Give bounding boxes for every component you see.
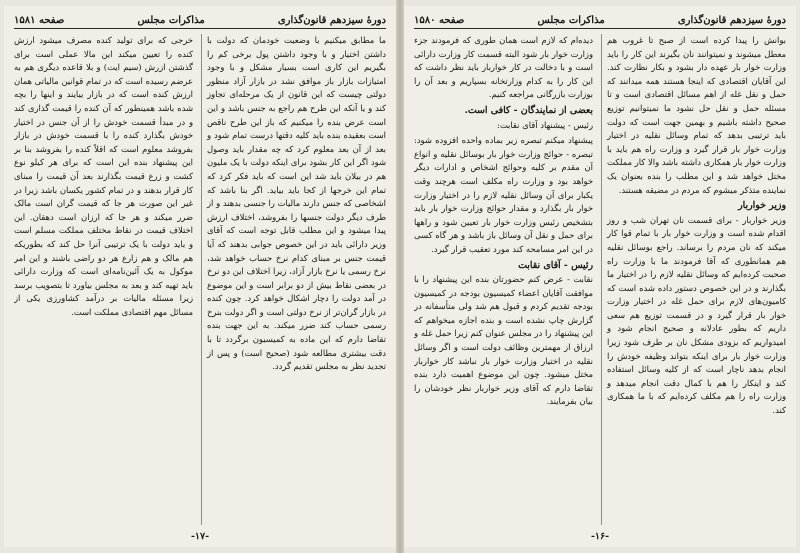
right-page-inner-column: [414, 34, 593, 525]
left-header-title: مذاکرات مجلس: [137, 14, 205, 26]
right-inner-paragraph: دیده‌ام که لازم است همان طوری که فرمودند جزء وزارت خوار بار شود البته قسمت کار وزارت دارائی است و با دخالت در کار خواربار باید نظر داشت که این کار را به کدام وزارتخانه بسپاریم و بعد آن را بوزارت بازرگانی مراجعه کنیم.: [414, 35, 593, 100]
left-page-columns: [14, 34, 386, 525]
right-header-session: دورهٔ سیزدهم قانون‌گذاری: [677, 14, 786, 26]
section-title-speaker-naqabat: رئیس - آقای نقابت: [518, 259, 593, 271]
left-page: [4, 6, 396, 547]
left-page-number: -۱۷-: [190, 531, 210, 542]
right-page: [404, 6, 796, 547]
speaker-paragraph: رئیس - پیشنهاد آقای نقابت:: [497, 119, 593, 130]
right-page-outer-column: [601, 34, 786, 525]
right-header-title: مذاکرات مجلس: [537, 14, 605, 26]
left-page-inner-column: [14, 34, 193, 525]
left-header-page-label: صفحه ۱۵۸۱: [14, 14, 65, 26]
left-page-outer-column: [201, 34, 386, 525]
left-page-header: [14, 12, 386, 29]
right-outer-paragraph: بوانش را پیدا کرده است از صبح تا غروب هم معطل میشوند و نمیتوانند نان بگیرند این کار را باید وزارت خوار بار عهده دار بشود و بکار نظارت کند. این آقایان اقتصادی که اینجا هستند همه میدانند که حمل و نقل غله از اهم مسائل اقتصادی است و تا مسئله حمل و نقل حل نشود ما نمیتوانیم توزیع صحیح داشته باشیم و بهمین جهت است که دولت باید ترتیبی بدهد که تمام وسائل نقلیه در اختیار وزارت خوار بار قرار گیرد و وزارت راه هم باید با وزارت خوار بار همکاری داشته باشد والا کار مملکت مختل خواهد شد و این مطلب را بنده بعنوان یک نماینده متذکر میشوم که مردم در مضیقه هستند.: [607, 35, 786, 195]
proposal-paragraph: پیشنهاد میکنم تبصره زیر بماده واحده افزوده شود: تبصره - حوائج وزارت خوار بار بوسائل نقلیه و انواع آن مقدم بر کلیه وحوائج اشخاص و ادارات دیگر خواهد بود و وزارت راه مکلف است هرچند وقت یکبار برای آن وسائل نقلیه لازم را در اختیار وزارت خوار بار بگذارد و مقدار حوائج وزارت خوار بار باید بتشخیص رئیس وزارت خوار بار تعیین شود و راهها برای حمل و نقل آن وسائل باز باشد و هر گاه کسی در این امر مسامحه کند مورد تعقیب قرار گیرد.: [414, 135, 593, 254]
book-gutter: [396, 0, 404, 553]
left-inner-paragraph: خرجی که برای تولید کنده مصرف میشود ارزش کنده را تعیین میکند این مالا عملی است برای گذشتن ازرش (سیم ایت) و بلا قاعده دیگری هم به عرضم رسیده است که در تمام قوانین مالیاتی همان ارزش کنده است که در بازار بیایند و اینها را بچه شده باشد همینطور که آن کنده را قیمت گذاری کند و در مبدأ قسمت خودش را از آن جنس در اختیار خودش بگذارد کنده را با قسمت خودش در بازار بفروشد معلوم است که اقلاً کنده را بفروشد بنا بر این پیشنهاد بنده این است که برای هر کیلو نوع کشت و زرع قیمت بگذارند بعد آن قیمت را مبنای کار قرار بدهند و در تمام کشور یکسان باشد زیرا در غیر این صورت هر جا که قیمت گران است مالک ضرر میکند و هر جا که ارزان است دهقان. این اختلاف قیمت در نقاط مختلف مملکت مسلم است و باید دولت با یک ترتیبی آنرا حل کند که بطوریکه هم مالک و هم زارع هر دو راضی باشند و این امر موکول به یک آئین‌نامه‌ای است که وزارت دارائی باید تهیه کند و بعد به مجلس بیاورد تا بتصویب برسد زیرا مسئله مالیات بر درآمد کشاورزی یکی از مسائل مهم اقتصادی مملکت است.: [14, 35, 193, 317]
left-outer-paragraph: ما مطابق میکنیم با وضعیت خودمان که دولت با داشتن اختیار و با وجود داشتن پول برخی کم را بگیریم این کاری است بسیار مشکل و با وجود امتیازات بازار باز موافق نشد در بازار آزاد منظور دولتی چیست که این قانون از یک مرحله‌ای تجاوز کند و یا آنکه این طرح هم راجع به جنس باشد و این است عرض بنده را میکنیم که باز این طرح ناقص است بعقیده بنده باید کلیه دقتها درست تمام شود و بعد از آن بعد معلوم کرد که چه مقدار باید وصول شود اگر این کار بشود برای اینکه دولت با یک ملیون هم در بیلان باید شد این است که باید فکر کرد که تمام این خرجها از کجا باید بیاید. اگر بنا باشد که اشخاصی که جنس دارند مالیات را جنسی بدهند و از طرف دیگر دولت جنسها را بفروشد، اختلاف ارزش پیدا میشود و این مطلب قابل توجه است که آقای وزیر دارائی باید در این خصوص جوابی بدهند که آیا قیمت جنس بر مبنای کدام نرخ حساب خواهد شد، نرخ رسمی یا نرخ بازار آزاد، زیرا اختلاف این دو نرخ در بعضی نقاط بیش از دو برابر است و این موضوع در آمد دولت را دچار اشکال خواهد کرد. چون کنده در بازار گران‌تر از نرخ دولتی است و اگر دولت بنرخ رسمی حساب کند ضرر میکند. به این جهت بنده تقاضا دارم که این ماده به کمیسیون برگردد تا با دقت بیشتری مطالعه شود (صحیح است) و پس از تجدید نظر به مجلس تقدیم گردد.: [207, 35, 386, 372]
left-header-session: دورهٔ سیزدهم قانون‌گذاری: [277, 14, 386, 26]
minister-paragraph: وزیر خواربار - برای قسمت نان تهران شب و روز اقدام شده است و وزارت خوار بار با تمام قوا کار میکند که نان مردم را برساند. راجع بوسائل نقلیه هم همانطوری که آقا فرمودند ما با وزارت راه صحبت کرده‌ایم که وسائل نقلیه لازم را در اختیار ما بگذارند و در این خصوص دستور داده شده است که کامیون‌های لازم برای حمل غله در اختیار وزارت خوار بار قرار گیرد و در قسمت توزیع هم سعی داریم که بطور عادلانه و صحیح انجام شود و امیدواریم که بزودی مشکل نان بر طرف شود زیرا وزارت خوار بار برای اینکه بتواند وظیفه خودش را انجام بدهد ناچار است که از کلیه وسائل استفاده کند و اینکار را هم با کمال دقت انجام میدهد و وزارت راه را هم مکلف کرده‌ایم که با ما همکاری کند.: [607, 214, 786, 416]
right-page-header: [414, 12, 786, 29]
naqabat-paragraph: نقابت - عرض کنم حضورتان بنده این پیشنهاد را با موافقت آقایان اعضاء کمیسیون بودجه در کمیسیون بودجه تقدیم کردم و قبول هم شد ولی متأسفانه در گزارش چاپ نشده است و بنده اجازه میخواهم که این پیشنهاد را در مجلس عنوان کنم زیرا حمل غله و ارزاق از مهمترین وظائف دولت است و اگر وسائل نقلیه در اختیار وزارت خوار بار نباشد کار خواربار مختل میشود. چون این موضوع اهمیت دارد بنده تقاضا دارم که آقای وزیر خواربار نظر خودشان را بیان بفرمایند.: [414, 274, 593, 407]
section-title-some-representatives: بعضی از نمایندگان - کافی است.: [464, 104, 593, 116]
section-title-minister: وزیر خواربار: [738, 200, 786, 212]
right-page-columns: [414, 34, 786, 525]
right-page-number: -۱۶-: [590, 531, 610, 542]
right-header-page-label: صفحه ۱۵۸۰: [414, 14, 465, 26]
